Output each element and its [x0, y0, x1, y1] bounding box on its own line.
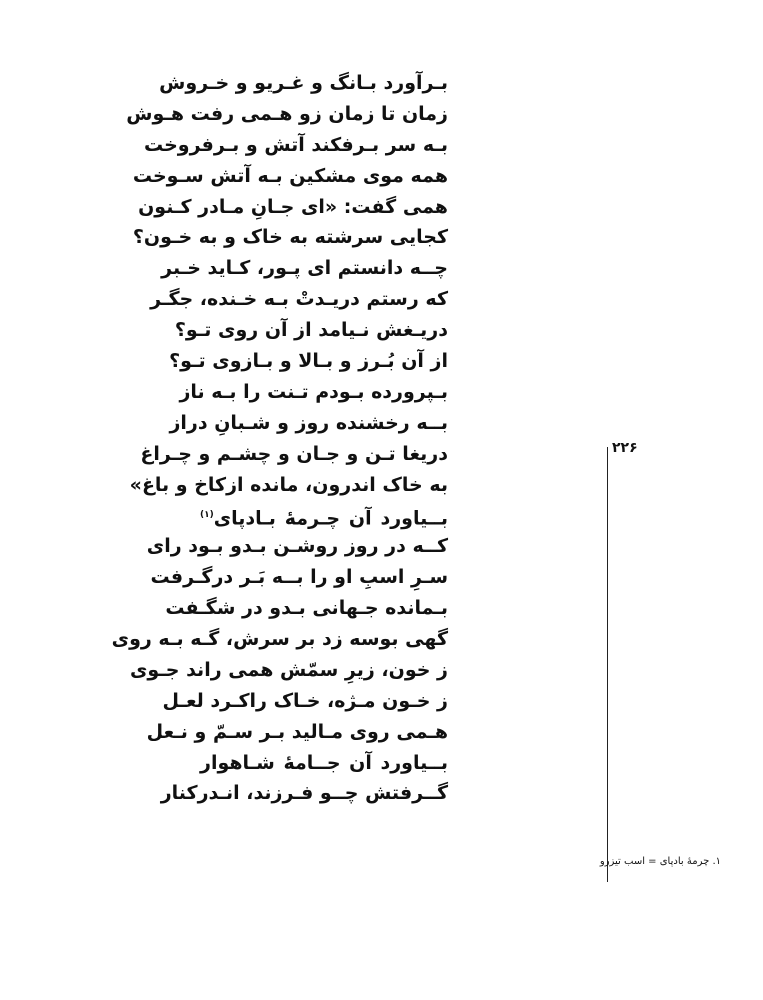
verse-line: بــه رخشنده روز و شـبانِ دراز — [169, 411, 448, 434]
verse-line: به خاک اندرون، مانده ازکاخ و باغ» — [129, 473, 448, 496]
page-number: ۲۲۶ — [612, 440, 638, 456]
verse-line: بـپرورده بـودم تـنت را بـه ناز — [179, 380, 448, 403]
verse-line: که رستم دریـدتْ بـه خـنده، جگـر — [150, 288, 448, 311]
verse-line: دریـغش نـیامد از آن روی تـو؟ — [174, 319, 448, 342]
verse-line: بـه سر بـرفکند آتش و بـرفروخت — [143, 133, 448, 156]
verse-line: کــه در روز روشـن بـدو بـود رای — [146, 535, 448, 558]
verse-line: بــیاورد آن جــامهٔ شـاهوار — [200, 751, 448, 774]
margin-rule — [607, 447, 608, 882]
verse-line: کجایی سرشته به خاک و به خـون؟ — [132, 226, 448, 249]
verse-line: چــه دانستم ای پـور، کـاید خـبر — [161, 257, 448, 280]
verse-line: همه موی مشکین بـه آتش سـوخت — [132, 164, 448, 187]
verse-line: زمان تا زمان زو هـمی رفت هـوش — [126, 102, 448, 125]
verse-line: هـمی روی مـالید بـر سـمّ و نـعل — [146, 720, 448, 743]
verse-line: دریغا تـن و جـان و چشـم و چـراغ — [140, 442, 448, 465]
verse-line: ز خون، زیرِ سمّش همی راند جـوی — [129, 658, 448, 681]
footnote-marker: (۱) — [200, 510, 214, 521]
poem-column — [111, 68, 448, 809]
verse-text: بــیاورد آن چـرمهٔ بـادپای — [213, 507, 448, 530]
verse-line-with-footnote — [200, 500, 448, 531]
verse-line: بـرآورد بـانگ و غـریو و خـروش — [159, 72, 448, 94]
footnote: ۱. چرمهٔ بادپای = اسب تیزرو — [599, 856, 721, 867]
verse-line: ز خـون مـژه، خـاک راکـرد لعـل — [162, 689, 448, 712]
verse-line: سـرِ اسبِ او را بــه بَـر درگـرفت — [150, 566, 448, 589]
verse-line: گهی بوسه زد بر سرش، گـه بـه روی — [111, 628, 448, 651]
verse-line: از آن بُـرز و بـالا و بـازوی تـو؟ — [169, 350, 448, 373]
verse-line: همی گفت: «ای جـانِ مـادر کـنون — [138, 195, 448, 218]
verse-line: بـمانده جـهانی بـدو در شگـفت — [165, 597, 448, 620]
verse-line: گــرفتش چــو فـرزند، انـدرکنار — [160, 782, 448, 805]
